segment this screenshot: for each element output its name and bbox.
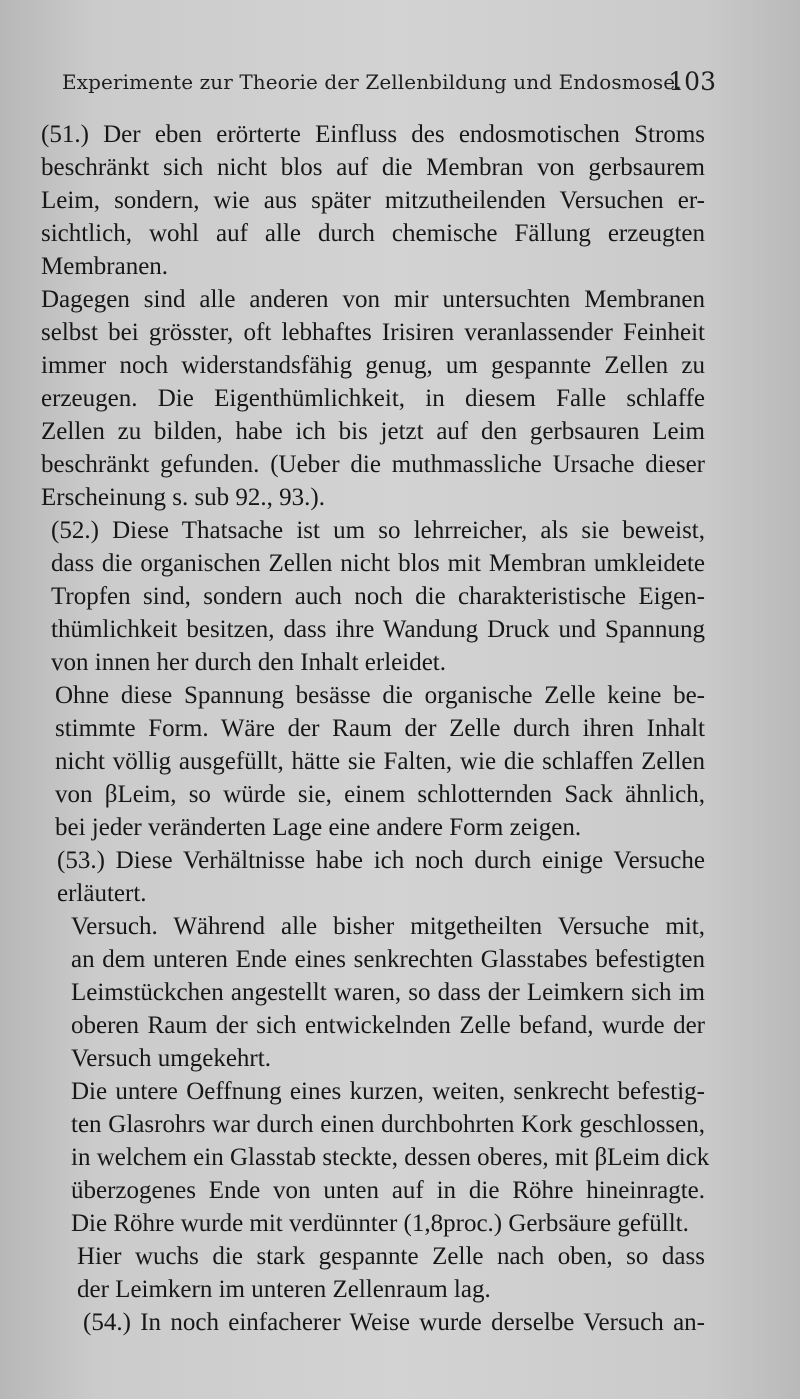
text-line: von βLeim, so würde sie, einem schlotternden Sack ähnlich, [55,781,705,808]
text-line: überzogenes Ende von unten auf in die Röhre hineinragte. [71,1177,705,1204]
text-line: Erscheinung s. sub 92., 93.). [41,484,325,511]
text-line: von innen her durch den Inhalt erleidet. [51,649,446,676]
text-line: Die untere Oeffnung eines kurzen, weiten, senkrecht befestig- [71,1078,705,1105]
header-title: Experimente zur Theorie der Zellenbildung und Endosmose. [62,70,682,94]
text-line: dass die organischen Zellen nicht blos mit Membran umkleidete [51,550,705,577]
text-line: an dem unteren Ende eines senkrechten Glasstabes befestigten [71,946,705,973]
text-line: in welchem ein Glasstab steckte, dessen oberes, mit βLeim dick [71,1144,710,1171]
text-line: Dagegen sind alle anderen von mir untersuchten Membranen [41,286,705,313]
text-line: Hier wuchs die stark gespannte Zelle nach oben, so dass [77,1243,705,1270]
text-line: thümlichkeit besitzen, dass ihre Wandung Druck und Spannung [51,616,705,643]
paragraph-53-setup [71,1075,710,1240]
paragraph-52-continued [55,679,705,844]
paragraph-53-experiment [71,910,705,1075]
text-line: Versuch. Während alle bisher mitgetheilten Versuche mit, [71,913,705,940]
text-line: bei jeder veränderten Lage eine andere Form zeigen. [55,814,582,841]
page-number: 103 [668,67,716,96]
text-line: Membranen. [41,253,169,280]
text-line: nicht völlig ausgefüllt, hätte sie Falten, wie die schlaffen Zellen [55,748,705,775]
text-line: oberen Raum der sich entwickelnden Zelle befand, wurde der [71,1012,705,1039]
text-line: sichtlich, wohl auf alle durch chemische Fällung erzeugten [41,220,705,247]
text-line: Die Röhre wurde mit verdünnter (1,8proc.) Gerbsäure gefüllt. [71,1210,689,1237]
text-line: ten Glasrohrs war durch einen durchbohrten Kork geschlossen, [71,1111,705,1138]
text-line: (51.) Der eben erörterte Einfluss des endosmotischen Stroms [41,121,705,148]
text-line: immer noch widerstandsfähig genug, um gespannte Zellen zu [41,352,705,379]
text-line: (53.) Diese Verhältnisse habe ich noch durch einige Versuche [57,847,705,874]
running-header [62,62,716,98]
text-line: beschränkt sich nicht blos auf die Membran von gerbsaurem [41,154,705,181]
text-line: erzeugen. Die Eigenthümlichkeit, in diesem Falle schlaffe [41,385,705,412]
paragraph-52 [51,514,705,679]
text-line: der Leimkern im unteren Zellenraum lag. [77,1276,491,1303]
paragraph-54 [83,1306,705,1339]
paragraph-51-continued [41,283,705,514]
text-line: (52.) Diese Thatsache ist um so lehrreicher, als sie beweist, [51,517,705,544]
text-line: beschränkt gefunden. (Ueber die muthmassliche Ursache dieser [41,451,705,478]
text-line: Versuch umgekehrt. [71,1045,271,1072]
text-line: Tropfen sind, sondern auch noch die charakteristische Eigen- [51,583,705,610]
paragraph-51 [41,118,705,283]
text-line: erläutert. [57,880,147,907]
body-text [37,118,710,1339]
paragraph-53-result [77,1240,705,1306]
text-line: (54.) In noch einfacherer Weise wurde derselbe Versuch an- [83,1309,705,1336]
text-line: stimmte Form. Wäre der Raum der Zelle durch ihren Inhalt [55,715,705,742]
text-line: Ohne diese Spannung besässe die organische Zelle keine be- [55,682,705,709]
paragraph-53 [57,844,705,910]
text-line: selbst bei grösster, oft lebhaftes Irisiren veranlassender Feinheit [41,319,705,346]
text-line: Leim, sondern, wie aus später mitzutheilenden Versuchen er- [41,187,705,214]
text-line: Leimstückchen angestellt waren, so dass der Leimkern sich im [71,979,705,1006]
text-line: Zellen zu bilden, habe ich bis jetzt auf den gerbsauren Leim [41,418,705,445]
